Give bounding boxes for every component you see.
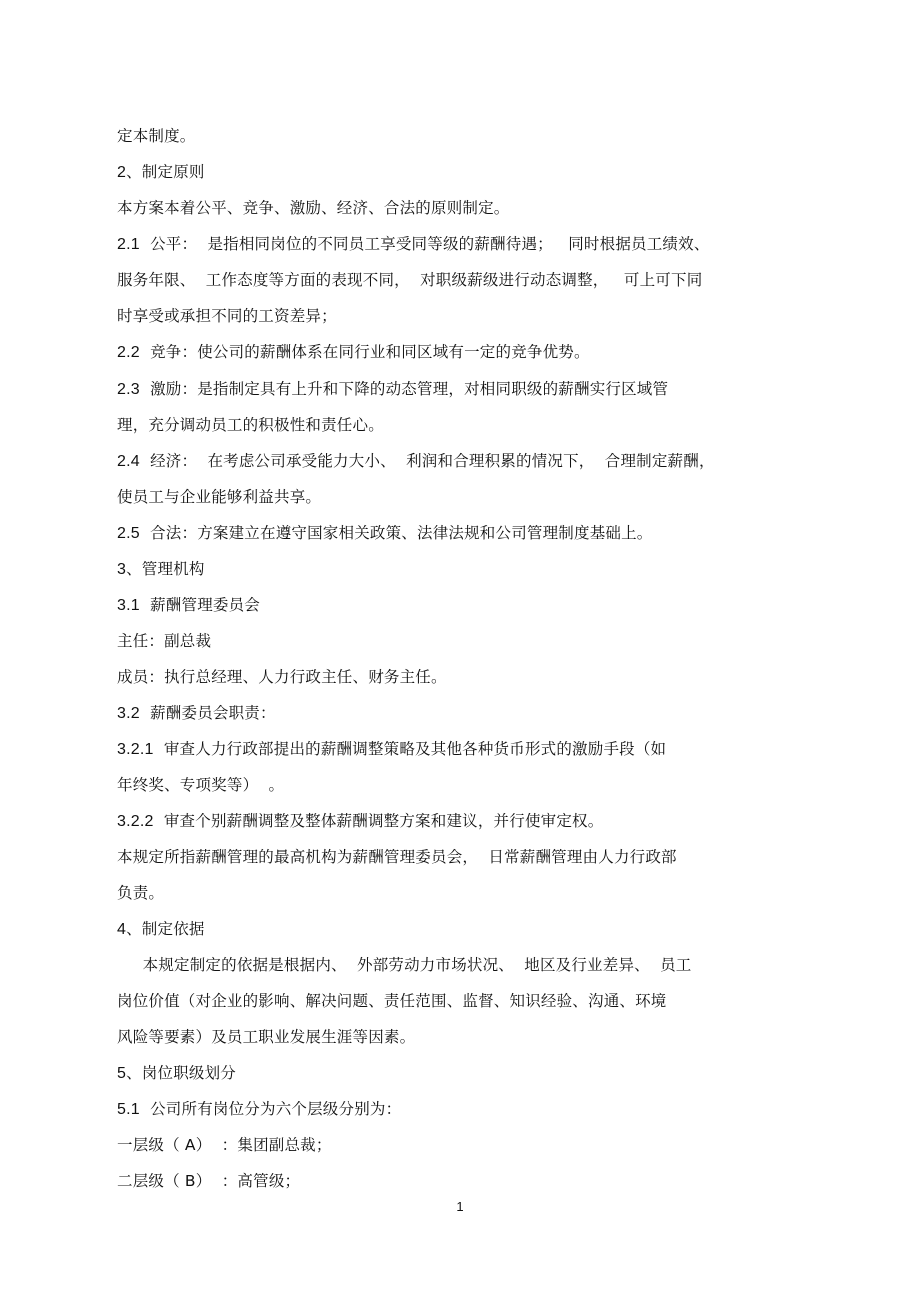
- line-text: 公司所有岗位分为六个层级分别为：: [139, 1100, 402, 1118]
- line-text: 、制定依据: [126, 920, 205, 938]
- line-text: 公平： 是指相同岗位的不同员工享受同等级的薪酬待遇； 同时根据员工绩效、: [139, 235, 710, 253]
- line-text: 二层级（ B） ：高管级；: [117, 1172, 301, 1190]
- text-line: [117, 737, 666, 761]
- text-line: [117, 521, 653, 545]
- line-text: 审查人力行政部提出的薪酬调整策略及其他各种货币形式的激励手段（如: [153, 740, 667, 758]
- text-line: [117, 1133, 332, 1157]
- text-line: [117, 989, 667, 1013]
- line-text: 、制定原则: [126, 163, 205, 181]
- line-text: 理，充分调动员工的积极性和责任心。: [117, 416, 384, 434]
- line-text: 年终奖、专项奖等） 。: [117, 776, 285, 794]
- line-text: 定本制度。: [117, 127, 196, 145]
- section-number: 5: [117, 1065, 127, 1082]
- section-number: 2.1: [117, 236, 140, 253]
- text-line: [117, 232, 710, 256]
- line-text: 审查个别薪酬调整及整体薪酬调整方案和建议，并行使审定权。: [153, 812, 604, 830]
- line-text: 本规定所指薪酬管理的最高机构为薪酬管理委员会， 日常薪酬管理由人力行政部: [117, 848, 677, 866]
- text-line: [117, 953, 692, 977]
- text-line: [117, 1097, 401, 1121]
- text-line: [117, 665, 447, 689]
- line-text: 合法：方案建立在遵守国家相关政策、法律法规和公司管理制度基础上。: [139, 524, 653, 542]
- text-line: [117, 1169, 300, 1193]
- line-text: 本规定制定的依据是根据内、 外部劳动力市场状况、 地区及行业差异、 员工: [117, 956, 692, 974]
- section-number: 3.2.1: [117, 741, 154, 758]
- line-text: 岗位价值（对企业的影响、解决问题、责任范围、监督、知识经验、沟通、环境: [117, 992, 667, 1010]
- line-text: 主任：副总裁: [117, 632, 212, 650]
- line-text: 薪酬委员会职责：: [139, 704, 276, 722]
- text-line: [117, 629, 211, 653]
- text-line: [117, 845, 677, 869]
- section-number: 3.2.2: [117, 813, 154, 830]
- line-text: 、管理机构: [126, 560, 205, 578]
- text-line: [117, 377, 668, 401]
- section-number: 2: [117, 164, 127, 181]
- section-number: 5.1: [117, 1101, 140, 1118]
- section-number: 2.3: [117, 381, 140, 398]
- section-number: 2.4: [117, 453, 140, 470]
- line-text: 负责。: [117, 884, 165, 902]
- text-line: [117, 917, 205, 941]
- section-number: 2.5: [117, 525, 140, 542]
- text-line: [117, 124, 196, 148]
- page-number: 1: [456, 1199, 464, 1214]
- line-text: 时享受或承担不同的工资差异；: [117, 307, 337, 325]
- text-line: [117, 701, 276, 725]
- text-line: [117, 773, 284, 797]
- text-line: [117, 593, 260, 617]
- text-line: [117, 196, 510, 220]
- line-text: 经济： 在考虑公司承受能力大小、 利润和合理积累的情况下， 合理制定薪酬，: [139, 452, 715, 470]
- text-line: [117, 881, 164, 905]
- text-line: [117, 1025, 415, 1049]
- text-line: [117, 304, 337, 328]
- line-text: 服务年限、 工作态度等方面的表现不同， 对职级薪级进行动态调整， 可上可下同: [117, 271, 703, 289]
- text-line: [117, 160, 205, 184]
- section-number: 4: [117, 921, 127, 938]
- line-text: 激励：是指制定具有上升和下降的动态管理，对相同职级的薪酬实行区域管: [139, 380, 669, 398]
- text-line: [117, 268, 702, 292]
- line-text: 使员工与企业能够利益共享。: [117, 488, 322, 506]
- section-number: 2.2: [117, 344, 140, 361]
- text-line: [117, 809, 603, 833]
- line-text: 成员：执行总经理、人力行政主任、财务主任。: [117, 668, 447, 686]
- section-number: 3.1: [117, 597, 140, 614]
- line-text: 、岗位职级划分: [126, 1064, 237, 1082]
- line-text: 本方案本着公平、竞争、激励、经济、合法的原则制定。: [117, 199, 510, 217]
- text-line: [117, 1061, 236, 1085]
- line-text: 竞争：使公司的薪酬体系在同行业和同区域有一定的竞争优势。: [139, 343, 590, 361]
- line-text: 风险等要素）及员工职业发展生涯等因素。: [117, 1028, 416, 1046]
- text-line: [117, 340, 590, 364]
- section-number: 3.2: [117, 705, 140, 722]
- text-line: [117, 413, 384, 437]
- line-text: 一层级（ A） ：集团副总裁；: [117, 1136, 332, 1154]
- line-text: 薪酬管理委员会: [139, 596, 260, 614]
- text-line: [117, 449, 715, 473]
- section-number: 3: [117, 561, 127, 578]
- text-line: [117, 557, 205, 581]
- text-line: [117, 485, 321, 509]
